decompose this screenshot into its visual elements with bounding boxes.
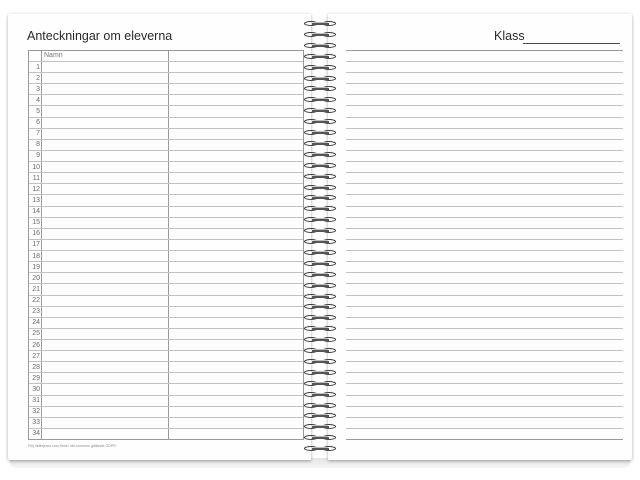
spiral-coil: [302, 412, 340, 420]
row-number: 5: [36, 107, 40, 115]
row-number: 13: [32, 196, 40, 204]
spiral-coil: [302, 42, 340, 50]
ruled-line[interactable]: [346, 328, 623, 329]
table-row[interactable]: [29, 283, 303, 284]
gdpr-footnote: Följ riktlinjerna som finns i din kommun gällande GDPR: [28, 444, 116, 448]
row-number: 12: [32, 185, 40, 193]
spiral-coil: [302, 162, 340, 170]
spiral-coil: [302, 194, 340, 202]
table-row[interactable]: [29, 217, 303, 218]
row-number: 28: [32, 363, 40, 371]
ruled-line[interactable]: [346, 283, 623, 284]
row-number: 29: [32, 374, 40, 382]
table-row[interactable]: [29, 150, 303, 151]
row-number: 34: [32, 430, 40, 438]
spiral-coil: [302, 282, 340, 290]
ruled-line[interactable]: [346, 428, 623, 429]
table-row[interactable]: [29, 328, 303, 329]
table-row[interactable]: [29, 105, 303, 106]
table-row[interactable]: [29, 183, 303, 184]
spiral-coil: [302, 216, 340, 224]
table-row[interactable]: [29, 117, 303, 118]
table-row[interactable]: [29, 139, 303, 140]
table-row[interactable]: [29, 395, 303, 396]
spiral-coil: [302, 184, 340, 192]
ruled-line[interactable]: [346, 250, 623, 251]
ruled-line[interactable]: [346, 406, 623, 407]
row-number: 22: [32, 297, 40, 305]
spiral-coil: [302, 325, 340, 333]
ruled-line[interactable]: [346, 395, 623, 396]
row-number: 3: [36, 85, 40, 93]
spiral-coil: [302, 260, 340, 268]
row-number: 10: [32, 163, 40, 171]
table-row[interactable]: [29, 406, 303, 407]
table-row[interactable]: [29, 94, 303, 95]
row-number: 7: [36, 130, 40, 138]
left-page-title: Anteckningar om eleverna: [27, 29, 173, 43]
student-notes-table: [28, 50, 304, 440]
ruled-line[interactable]: [346, 239, 623, 240]
table-row[interactable]: [29, 417, 303, 418]
ruled-line[interactable]: [346, 217, 623, 218]
class-label: Klass: [494, 29, 525, 43]
table-row[interactable]: [29, 295, 303, 296]
spiral-coil: [302, 271, 340, 279]
spiral-coil: [302, 85, 340, 93]
ruled-line[interactable]: [346, 306, 623, 307]
row-number: 14: [32, 208, 40, 216]
spiral-coil: [302, 53, 340, 61]
spiral-coil: [302, 151, 340, 159]
ruled-line[interactable]: [346, 139, 623, 140]
spiral-coil: [302, 336, 340, 344]
row-number: 6: [36, 119, 40, 127]
left-page: [8, 14, 311, 460]
row-number: 19: [32, 263, 40, 271]
spiral-coil: [302, 31, 340, 39]
ruled-line[interactable]: [346, 350, 623, 351]
table-row[interactable]: [29, 250, 303, 251]
notebook-spread: [8, 14, 632, 466]
spiral-coil: [302, 20, 340, 28]
spiral-coil: [302, 434, 340, 442]
ruled-line[interactable]: [346, 261, 623, 262]
right-page-ruled-lines: [346, 50, 623, 440]
ruled-line[interactable]: [346, 61, 623, 62]
table-row[interactable]: [29, 317, 303, 318]
table-row[interactable]: [29, 83, 303, 84]
ruled-line[interactable]: [346, 194, 623, 195]
ruled-line[interactable]: [346, 128, 623, 129]
table-row[interactable]: [29, 239, 303, 240]
ruled-line[interactable]: [346, 83, 623, 84]
ruled-line[interactable]: [346, 105, 623, 106]
table-row[interactable]: [29, 194, 303, 195]
spiral-coil: [302, 227, 340, 235]
row-number: 32: [32, 408, 40, 416]
ruled-line[interactable]: [346, 295, 623, 296]
row-number: 33: [32, 419, 40, 427]
table-row[interactable]: [29, 361, 303, 362]
ruled-line[interactable]: [346, 206, 623, 207]
row-number: 17: [32, 241, 40, 249]
spiral-coil: [302, 238, 340, 246]
table-row[interactable]: [29, 72, 303, 73]
spiral-binding: [302, 20, 340, 460]
spiral-coil: [302, 107, 340, 115]
row-number: 11: [32, 174, 40, 182]
spiral-coil: [302, 445, 340, 453]
table-row[interactable]: [29, 172, 303, 173]
row-number: 26: [32, 341, 40, 349]
row-number: 24: [32, 319, 40, 327]
spiral-coil: [302, 75, 340, 83]
ruled-line[interactable]: [346, 383, 623, 384]
table-row[interactable]: [29, 383, 303, 384]
spiral-coil: [302, 369, 340, 377]
spiral-coil: [302, 423, 340, 431]
row-number: 1: [36, 63, 40, 71]
row-number: 8: [36, 141, 40, 149]
table-row[interactable]: [29, 261, 303, 262]
spiral-coil: [302, 205, 340, 213]
row-number: 21: [32, 285, 40, 293]
row-number: 20: [32, 274, 40, 282]
ruled-line[interactable]: [346, 183, 623, 184]
ruled-line[interactable]: [346, 417, 623, 418]
spiral-coil: [302, 140, 340, 148]
table-row[interactable]: [29, 128, 303, 129]
ruled-line[interactable]: [346, 72, 623, 73]
ruled-line[interactable]: [346, 150, 623, 151]
name-column-divider: [168, 51, 169, 439]
ruled-line[interactable]: [346, 339, 623, 340]
spiral-coil: [302, 173, 340, 181]
spiral-coil: [302, 129, 340, 137]
ruled-line[interactable]: [346, 161, 623, 162]
table-row[interactable]: [29, 272, 303, 273]
ruled-line[interactable]: [346, 172, 623, 173]
table-row[interactable]: [29, 350, 303, 351]
spiral-coil: [302, 249, 340, 257]
right-page: [328, 14, 632, 460]
table-row[interactable]: [29, 306, 303, 307]
table-row[interactable]: [29, 339, 303, 340]
ruled-line[interactable]: [346, 372, 623, 373]
spiral-coil: [302, 64, 340, 72]
name-column-header: Namn: [44, 52, 63, 59]
ruled-line[interactable]: [346, 317, 623, 318]
spiral-coil: [302, 402, 340, 410]
ruled-line[interactable]: [346, 272, 623, 273]
spiral-coil: [302, 347, 340, 355]
table-row[interactable]: [29, 161, 303, 162]
spiral-coil: [302, 118, 340, 126]
spiral-coil: [302, 380, 340, 388]
ruled-line[interactable]: [346, 117, 623, 118]
spiral-coil: [302, 314, 340, 322]
table-row[interactable]: [29, 428, 303, 429]
spiral-coil: [302, 358, 340, 366]
table-row[interactable]: [29, 206, 303, 207]
row-number: 23: [32, 308, 40, 316]
spiral-coil: [302, 293, 340, 301]
spiral-coil: [302, 96, 340, 104]
row-number: 30: [32, 385, 40, 393]
spiral-coil: [302, 391, 340, 399]
number-column-divider: [41, 51, 42, 439]
ruled-line[interactable]: [346, 94, 623, 95]
row-number: 18: [32, 252, 40, 260]
row-number: 15: [32, 219, 40, 227]
row-number: 16: [32, 230, 40, 238]
row-number: 9: [36, 152, 40, 160]
table-row[interactable]: [29, 61, 303, 62]
table-row[interactable]: [29, 372, 303, 373]
row-number: 25: [32, 330, 40, 338]
ruled-line[interactable]: [346, 228, 623, 229]
row-number: 4: [36, 96, 40, 104]
row-number: 31: [32, 397, 40, 405]
table-row[interactable]: [29, 228, 303, 229]
row-number: 2: [36, 74, 40, 82]
row-number: 27: [32, 352, 40, 360]
ruled-line[interactable]: [346, 361, 623, 362]
class-write-line[interactable]: [523, 43, 620, 44]
spiral-coil: [302, 303, 340, 311]
